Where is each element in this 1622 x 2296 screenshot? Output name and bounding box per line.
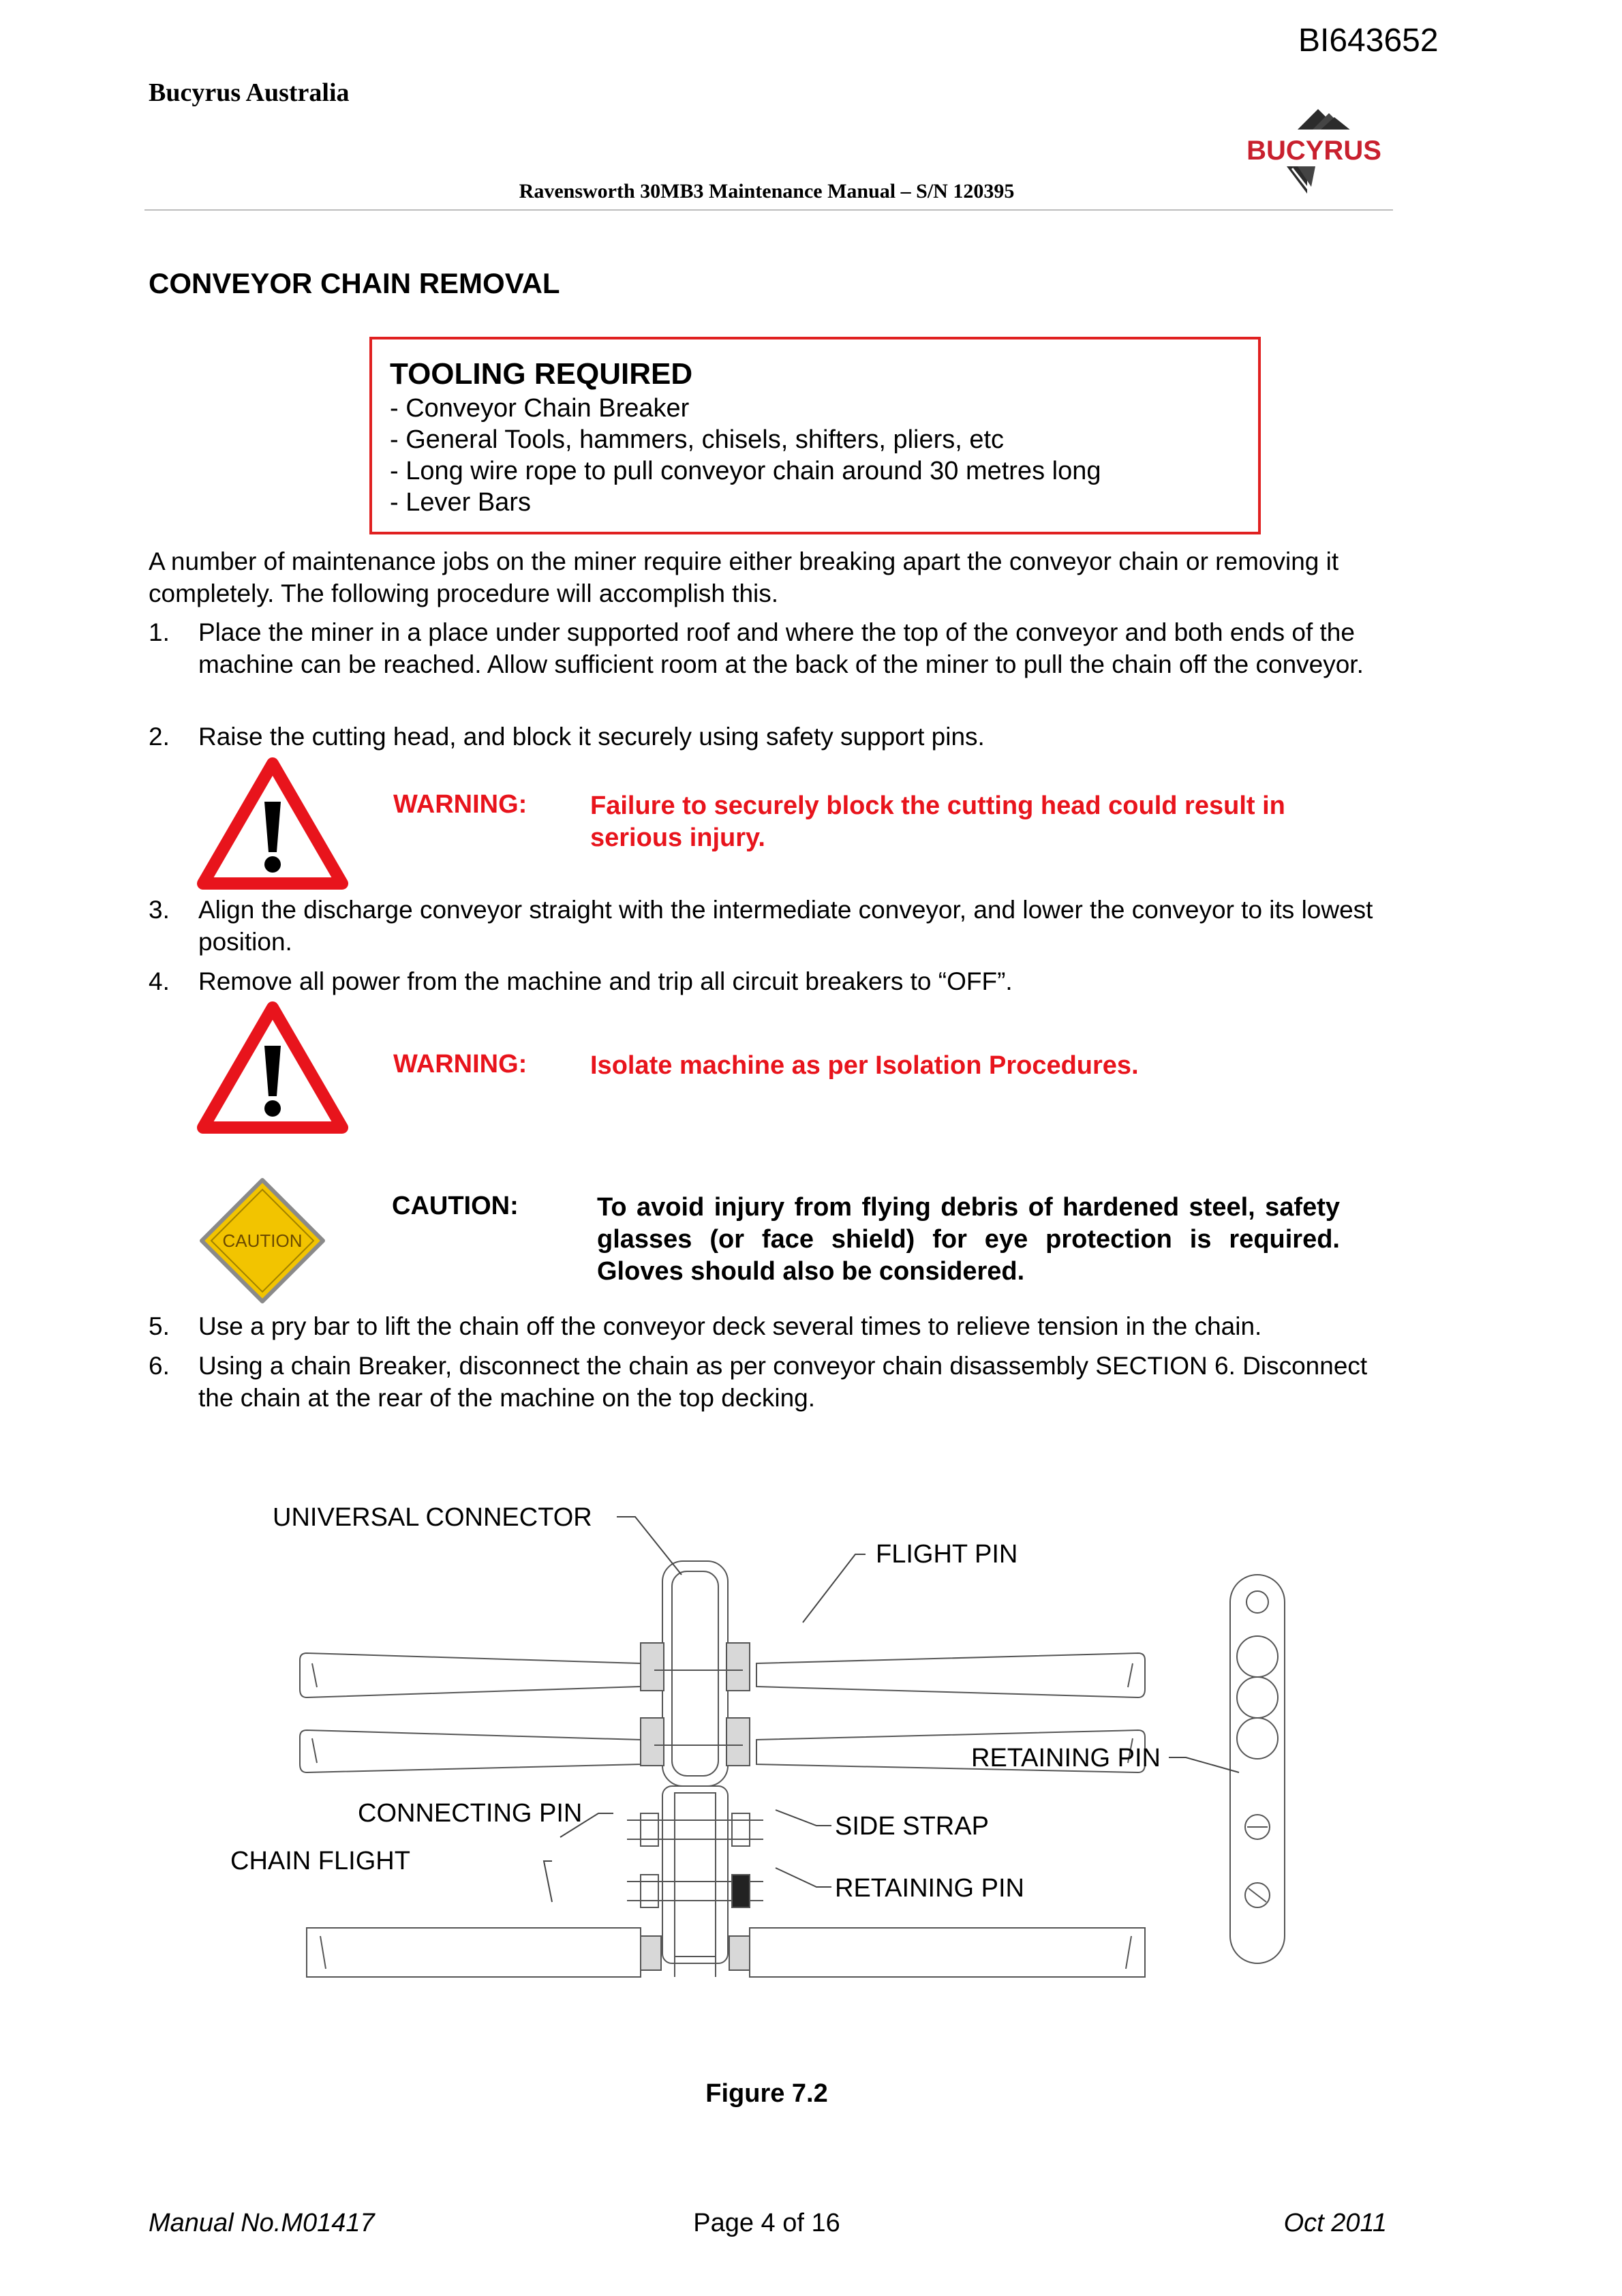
logo-text: BUCYRUS	[1246, 136, 1381, 166]
warning-text: Failure to securely block the cutting head could result in serious injury.	[590, 791, 1285, 852]
label-universal-connector: UNIVERSAL CONNECTOR	[273, 1503, 592, 1532]
warning-text: Isolate machine as per Isolation Procedures.	[590, 1051, 1139, 1080]
step-number: 1.	[149, 618, 170, 646]
step-text: Using a chain Breaker, disconnect the chain as per conveyor chain disassembly SECTION 6. Disconnect the chain at the rear of the machine on the top decking.	[198, 1352, 1368, 1412]
warning-triangle-icon	[196, 1001, 349, 1134]
universal-connector	[641, 1561, 750, 1786]
step-text: Align the discharge conveyor straight with the intermediate conveyor, and lower the conveyor to its lowest position.	[198, 896, 1373, 956]
step-item	[149, 1350, 1403, 1414]
step-number: 6.	[149, 1352, 170, 1380]
caution-diamond-icon	[198, 1176, 327, 1305]
caution-label: CAUTION:	[392, 1192, 519, 1220]
figure-caption: Figure 7.2	[705, 2079, 828, 2108]
label-flight-pin: FLIGHT PIN	[876, 1540, 1018, 1569]
caution-text: To avoid injury from flying debris of hardened steel, safety glasses (or face shield) for eye protection is required. Gloves should also be considered.	[597, 1193, 1340, 1286]
footer-page-number: Page 4 of 16	[693, 2209, 840, 2237]
label-connecting-pin: CONNECTING PIN	[358, 1799, 583, 1828]
logo-lower-mark-icon	[1287, 166, 1315, 194]
bucyrus-logo	[1232, 104, 1396, 206]
tooling-item: - General Tools, hammers, chisels, shifters, pliers, etc	[390, 425, 1005, 454]
step-number: 3.	[149, 896, 170, 924]
warning-label: WARNING:	[393, 790, 527, 819]
tooling-box	[369, 337, 1261, 534]
logo-mountain-icon	[1298, 109, 1356, 132]
header-divider	[144, 209, 1393, 211]
section-title: CONVEYOR CHAIN REMOVAL	[149, 267, 560, 299]
footer-manual-number: Manual No.M01417	[149, 2209, 375, 2237]
label-retaining-pin-bottom: RETAINING PIN	[835, 1874, 1024, 1903]
step-text: Use a pry bar to lift the chain off the conveyor deck several times to relieve tension in the chain.	[198, 1312, 1262, 1340]
footer-date: Oct 2011	[1283, 2209, 1387, 2237]
side-strap-side-view	[1230, 1575, 1285, 1963]
company-name: Bucyrus Australia	[149, 78, 350, 107]
caution-icon-text: CAUTION	[222, 1230, 303, 1251]
step-text: Place the miner in a place under supported roof and where the top of the conveyor and both ends of the machine can be reached. Allow sufficient room at the back of the miner to pull the chain off the conveyor.	[198, 618, 1364, 678]
step-item	[149, 616, 1403, 680]
lower-chain-flight	[307, 1928, 1145, 1977]
leader-lines	[544, 1517, 1239, 1902]
document-id: BI643652	[1298, 22, 1439, 59]
conveyor-chain-figure	[204, 1466, 1363, 2011]
step-number: 4.	[149, 967, 170, 995]
intro-paragraph: A number of maintenance jobs on the miner require either breaking apart the conveyor chain or removing it completely. The following procedure will accomplish this.	[149, 547, 1339, 607]
tooling-title: TOOLING REQUIRED	[390, 357, 693, 391]
step-number: 2.	[149, 723, 170, 751]
step-item	[149, 894, 1403, 958]
warning-triangle-icon	[196, 757, 349, 890]
tooling-item: - Lever Bars	[390, 488, 531, 517]
step-item	[149, 721, 1403, 753]
step-number: 5.	[149, 1312, 170, 1340]
label-side-strap: SIDE STRAP	[835, 1812, 989, 1841]
step-item	[149, 965, 1403, 997]
label-chain-flight: CHAIN FLIGHT	[230, 1847, 410, 1875]
tooling-item: - Long wire rope to pull conveyor chain around 30 metres long	[390, 457, 1101, 485]
step-text: Raise the cutting head, and block it securely using safety support pins.	[198, 723, 985, 751]
tooling-item: - Conveyor Chain Breaker	[390, 394, 690, 423]
manual-subtitle: Ravensworth 30MB3 Maintenance Manual – S/N 120395	[519, 180, 1015, 202]
step-text: Remove all power from the machine and trip all circuit breakers to “OFF”.	[198, 967, 1013, 995]
step-item	[149, 1310, 1403, 1342]
label-retaining-pin-top: RETAINING PIN	[971, 1744, 1161, 1772]
warning-label: WARNING:	[393, 1050, 527, 1078]
